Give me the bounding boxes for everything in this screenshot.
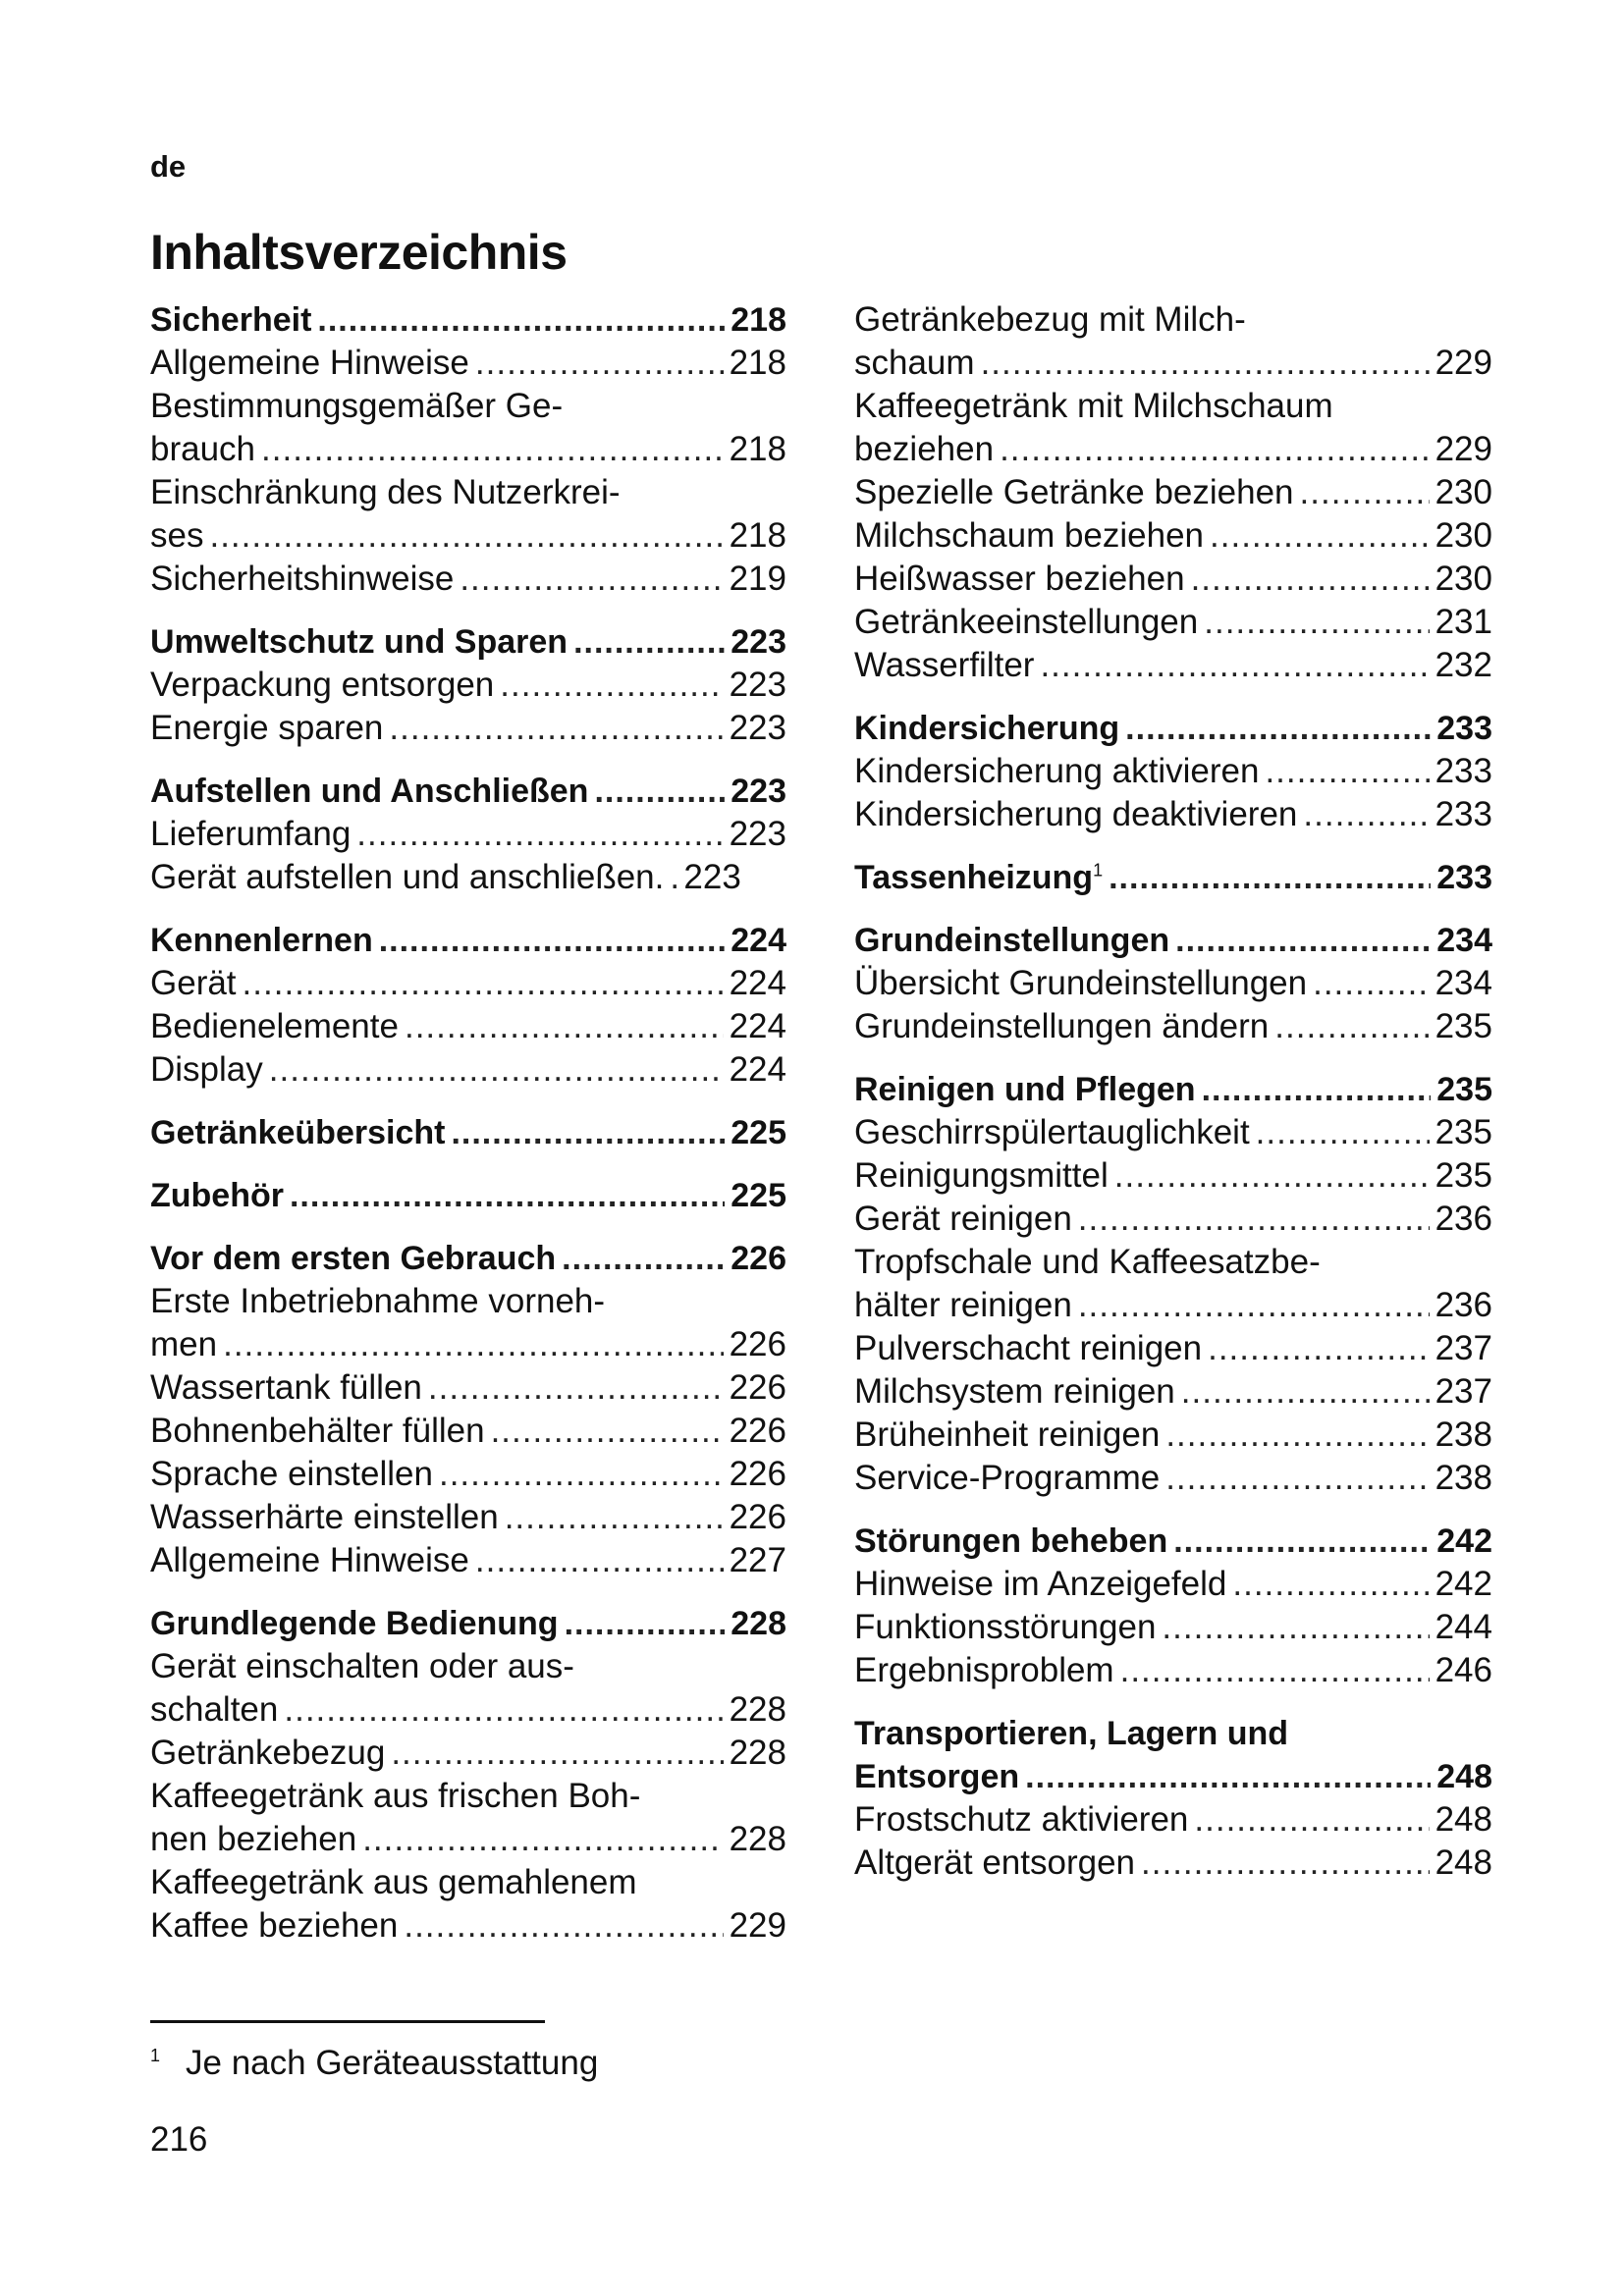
page-ref: 232: [1435, 646, 1492, 684]
heading-text: Kindersicherung: [854, 710, 1120, 747]
page-ref: 242: [1435, 1565, 1492, 1603]
toc-heading[interactable]: [854, 856, 1492, 899]
toc-heading[interactable]: [854, 707, 1492, 750]
toc-section: [150, 1111, 786, 1154]
entry-text: hälter reinigen: [854, 1286, 1072, 1324]
footnote: [150, 2044, 598, 2083]
entry-text: Wassertank füllen: [150, 1368, 422, 1407]
dot-leader: [1114, 1154, 1430, 1198]
entry-text: Display: [150, 1050, 263, 1089]
entry-text: Bohnenbehälter füllen: [150, 1412, 485, 1450]
toc-entry[interactable]: [150, 385, 786, 471]
toc-entry[interactable]: [150, 1366, 786, 1410]
toc-section: [854, 1712, 1492, 1885]
entry-text: beziehen: [854, 430, 995, 468]
dot-leader: [389, 707, 723, 750]
dot-leader: [317, 298, 725, 342]
toc-entry[interactable]: [854, 601, 1492, 644]
page-ref: 230: [1435, 473, 1492, 511]
dot-leader: [362, 1818, 723, 1861]
dot-leader: [1165, 1457, 1429, 1500]
entry-text: Wasserfilter: [854, 646, 1035, 684]
toc-section: [150, 620, 786, 750]
entry-text: Einschränkung des Nutzerkrei-: [150, 473, 621, 511]
entry-text: Gerät einschalten oder aus-: [150, 1647, 574, 1685]
page-ref: 218: [729, 430, 786, 468]
page-ref: 234: [1436, 922, 1492, 959]
dot-leader: [1300, 471, 1430, 514]
entry-text: Kaffee beziehen: [150, 1906, 399, 1945]
entry-text: Kindersicherung aktivieren: [854, 752, 1260, 790]
dot-leader: [379, 919, 726, 962]
dot-leader: [404, 1904, 723, 1948]
page-ref: 227: [729, 1541, 786, 1579]
toc-section: [854, 298, 1492, 687]
entry-text: Kaffeegetränk aus frischen Boh-: [150, 1777, 641, 1815]
entry-text: Ergebnisproblem: [854, 1651, 1114, 1689]
entry-text: Übersicht Grundeinstellungen: [854, 964, 1308, 1002]
heading-text: Vor dem ersten Gebrauch: [150, 1240, 557, 1277]
dot-leader: [223, 1323, 724, 1366]
toc-entry[interactable]: [854, 1005, 1492, 1048]
dot-leader: [243, 962, 724, 1005]
dot-leader: [356, 813, 723, 856]
toc-heading[interactable]: [150, 1237, 786, 1280]
toc-entry[interactable]: [150, 962, 786, 1005]
toc-heading[interactable]: [150, 620, 786, 664]
toc-entry[interactable]: [854, 1798, 1492, 1842]
page-ref: 229: [1435, 430, 1492, 468]
toc-entry[interactable]: [150, 1048, 786, 1092]
page-ref: 234: [1435, 964, 1492, 1002]
page-ref: 219: [729, 560, 786, 598]
toc-section: [150, 298, 786, 601]
dot-leader: [1303, 793, 1429, 836]
toc-entry[interactable]: [150, 1005, 786, 1048]
dot-leader: [439, 1453, 724, 1496]
page-ref: 223: [683, 858, 741, 896]
toc-entry[interactable]: [854, 1414, 1492, 1457]
entry-text: Getränkeeinstellungen: [854, 603, 1199, 641]
dot-leader: [1208, 1327, 1430, 1370]
dot-leader: [1256, 1111, 1430, 1154]
page-ref: 236: [1435, 1286, 1492, 1324]
page-ref: 228: [729, 1734, 786, 1772]
toc-entry[interactable]: [854, 1198, 1492, 1241]
page-ref: 226: [729, 1325, 786, 1363]
page-ref: 248: [1436, 1758, 1492, 1795]
dot-leader: [981, 342, 1430, 385]
entry-text: Milchschaum beziehen: [854, 516, 1205, 555]
toc-entry[interactable]: [854, 1327, 1492, 1370]
entry-text: Gerät aufstellen und anschließen.: [150, 858, 665, 896]
entry-text: Milchsystem reinigen: [854, 1372, 1175, 1411]
entry-text: Tropfschale und Kaffeesatzbe-: [854, 1243, 1321, 1281]
toc-entry[interactable]: [854, 558, 1492, 601]
entry-text: Grundeinstellungen ändern: [854, 1007, 1270, 1045]
dot-leader: [451, 1111, 725, 1154]
entry-text: schaum: [854, 344, 975, 382]
entry-text: ses: [150, 516, 204, 555]
page-ref: 230: [1435, 560, 1492, 598]
toc-entry[interactable]: [854, 962, 1492, 1005]
page-ref: 224: [731, 922, 786, 959]
dot-leader: [209, 514, 723, 558]
page-ref: 225: [731, 1114, 786, 1151]
entry-text: Frostschutz aktivieren: [854, 1800, 1189, 1839]
entry-text: men: [150, 1325, 218, 1363]
toc-entry[interactable]: [150, 1453, 786, 1496]
heading-text: Getränkeübersicht: [150, 1114, 446, 1151]
page-ref: 246: [1435, 1651, 1492, 1689]
entry-text: Wasserhärte einstellen: [150, 1498, 499, 1536]
entry-text: Hinweise im Anzeigefeld: [854, 1565, 1227, 1603]
entry-text: Kaffeegetränk mit Milchschaum: [854, 387, 1333, 425]
toc-entry[interactable]: [854, 298, 1492, 385]
page-ref: 223: [729, 709, 786, 747]
page-ref: 235: [1436, 1071, 1492, 1108]
page-ref: 242: [1436, 1522, 1492, 1560]
entry-text: Bestimmungsgemäßer Ge-: [150, 387, 564, 425]
page-ref: 235: [1435, 1113, 1492, 1151]
toc-entry[interactable]: [854, 644, 1492, 687]
heading-text: Entsorgen: [854, 1758, 1020, 1795]
entry-text: Geschirrspülertauglichkeit: [854, 1113, 1250, 1151]
dot-leader: [1194, 1798, 1429, 1842]
toc-entry[interactable]: [150, 471, 786, 558]
dot-leader: [1313, 962, 1429, 1005]
dot-leader: [290, 1174, 725, 1217]
page-ref: 224: [729, 964, 786, 1002]
page-ref: 235: [1435, 1007, 1492, 1045]
entry-text: Service-Programme: [854, 1459, 1161, 1497]
dot-leader: [1120, 1649, 1430, 1692]
dot-leader: [475, 1539, 724, 1582]
page-ref: 218: [729, 516, 786, 555]
footnote-marker: 1: [1093, 860, 1104, 881]
entry-text: Energie sparen: [150, 709, 384, 747]
entry-text: Allgemeine Hinweise: [150, 1541, 469, 1579]
toc-entry[interactable]: [150, 1775, 786, 1861]
page-ref: 229: [1435, 344, 1492, 382]
heading-text: Störungen beheben: [854, 1522, 1168, 1560]
entry-text: Erste Inbetriebnahme vorneh-: [150, 1282, 606, 1320]
toc-entry[interactable]: [854, 385, 1492, 471]
footnote-marker: 1: [150, 2046, 161, 2066]
entry-text: Brüheinheit reinigen: [854, 1415, 1161, 1454]
dot-leader: [391, 1732, 723, 1775]
dot-leader: [261, 428, 724, 471]
dot-leader: [284, 1688, 723, 1732]
entry-text: Bedienelemente: [150, 1007, 399, 1045]
toc-left-column: [150, 298, 786, 1967]
dot-leader: [1175, 919, 1431, 962]
page-ref: 223: [729, 815, 786, 853]
page-ref: 248: [1435, 1800, 1492, 1839]
heading-text: Grundlegende Bedienung: [150, 1605, 559, 1642]
toc-entry[interactable]: [150, 707, 786, 750]
page-ref: 248: [1435, 1843, 1492, 1882]
toc-entry[interactable]: [150, 1732, 786, 1775]
toc-entry[interactable]: [854, 471, 1492, 514]
dot-leader: [1078, 1284, 1430, 1327]
dot-leader: [428, 1366, 724, 1410]
entry-text: schalten: [150, 1690, 279, 1729]
entry-text: brauch: [150, 430, 256, 468]
entry-text: Allgemeine Hinweise: [150, 344, 469, 382]
page-title: Inhaltsverzeichnis: [150, 225, 568, 280]
page-ref: 218: [729, 344, 786, 382]
entry-text: Gerät reinigen: [854, 1200, 1072, 1238]
toc-section: [150, 1237, 786, 1582]
dot-leader: [594, 770, 725, 813]
toc-section: [150, 1602, 786, 1948]
toc-entry[interactable]: [150, 1645, 786, 1732]
entry-text: Sprache einstellen: [150, 1455, 433, 1493]
heading-text: Reinigen und Pflegen: [854, 1071, 1196, 1108]
page-ref: 223: [731, 623, 786, 661]
page-ref: 237: [1435, 1372, 1492, 1411]
dot-leader: [475, 342, 724, 385]
page-ref: 233: [1435, 752, 1492, 790]
toc-section: [150, 770, 786, 899]
toc-heading[interactable]: [854, 1520, 1492, 1563]
toc-entry[interactable]: [854, 1241, 1492, 1327]
page-ref: 237: [1435, 1329, 1492, 1367]
page-ref: 230: [1435, 516, 1492, 555]
toc-entry[interactable]: [854, 1649, 1492, 1692]
toc-entry[interactable]: [150, 342, 786, 385]
toc-entry[interactable]: [150, 1496, 786, 1539]
dot-leader: [562, 1237, 725, 1280]
entry-text: Verpackung entsorgen: [150, 666, 495, 704]
dot-leader: [1000, 428, 1430, 471]
dot-leader: [1210, 514, 1430, 558]
toc-section: [854, 856, 1492, 899]
toc-section: [854, 1520, 1492, 1692]
toc-entry[interactable]: [150, 813, 786, 856]
entry-text: Lieferumfang: [150, 815, 352, 853]
dot-leader: [405, 1005, 724, 1048]
language-label: de: [150, 149, 187, 184]
toc-entry[interactable]: [854, 514, 1492, 558]
entry-text: nen beziehen: [150, 1820, 357, 1858]
toc-entry[interactable]: [854, 1111, 1492, 1154]
page-ref: 226: [729, 1498, 786, 1536]
toc-entry[interactable]: [150, 664, 786, 707]
dot-leader: [1191, 558, 1430, 601]
toc-entry[interactable]: [854, 1370, 1492, 1414]
toc-heading[interactable]: [150, 1111, 786, 1154]
toc-entry[interactable]: [150, 1861, 786, 1948]
dot-leader: [1265, 750, 1429, 793]
toc-heading[interactable]: [854, 1712, 1492, 1798]
toc-heading[interactable]: [854, 1068, 1492, 1111]
dot-leader: [1125, 707, 1431, 750]
page-ref: 228: [731, 1605, 786, 1642]
page-ref: 238: [1435, 1415, 1492, 1454]
page-ref: 223: [729, 666, 786, 704]
dot-leader: [1274, 1005, 1429, 1048]
dot-leader: [670, 856, 677, 899]
toc-heading[interactable]: [150, 1174, 786, 1217]
dot-leader: [1025, 1755, 1431, 1798]
dot-leader: [505, 1496, 724, 1539]
page-ref: 218: [731, 301, 786, 339]
dot-leader: [1040, 644, 1429, 687]
toc-entry[interactable]: [854, 793, 1492, 836]
toc-section: [854, 919, 1492, 1048]
dot-leader: [1162, 1606, 1429, 1649]
dot-leader: [1078, 1198, 1430, 1241]
dot-leader: [1141, 1842, 1430, 1885]
toc-heading[interactable]: [150, 1602, 786, 1645]
heading-text: Kennenlernen: [150, 922, 373, 959]
page-ref: 226: [729, 1368, 786, 1407]
page-ref: 225: [731, 1177, 786, 1214]
toc-section: [150, 919, 786, 1092]
dot-leader: [269, 1048, 724, 1092]
toc-entry[interactable]: [854, 1154, 1492, 1198]
heading-text: Transportieren, Lagern und: [854, 1715, 1289, 1752]
entry-text: Getränkebezug mit Milch-: [854, 300, 1246, 339]
toc-entry[interactable]: [854, 1457, 1492, 1500]
page-ref: 233: [1436, 710, 1492, 747]
page-ref: 226: [729, 1455, 786, 1493]
page-ref: 233: [1436, 859, 1492, 896]
entry-text: Sicherheitshinweise: [150, 560, 455, 598]
page-ref: 226: [731, 1240, 786, 1277]
entry-text: Pulverschacht reinigen: [854, 1329, 1203, 1367]
page-ref: 231: [1435, 603, 1492, 641]
toc-entry[interactable]: [854, 750, 1492, 793]
heading-label: Tassenheizung: [854, 859, 1094, 896]
heading-text: [854, 856, 1103, 899]
dot-leader: [565, 1602, 726, 1645]
page-ref: 229: [729, 1906, 786, 1945]
page-ref: 224: [729, 1050, 786, 1089]
dot-leader: [460, 558, 723, 601]
page-ref: 238: [1435, 1459, 1492, 1497]
page-number: 216: [150, 2120, 208, 2159]
entry-text: Kaffeegetränk aus gemahlenem: [150, 1863, 637, 1901]
page-ref: 228: [729, 1690, 786, 1729]
entry-text: Altgerät entsorgen: [854, 1843, 1136, 1882]
toc-heading[interactable]: [854, 919, 1492, 962]
toc-entry[interactable]: [854, 1842, 1492, 1885]
page-ref: 224: [729, 1007, 786, 1045]
page-ref: 233: [1435, 795, 1492, 833]
dot-leader: [1232, 1563, 1429, 1606]
page-ref: 228: [729, 1820, 786, 1858]
heading-text: Grundeinstellungen: [854, 922, 1170, 959]
toc-section: [854, 707, 1492, 836]
footnote-divider: [150, 2020, 545, 2023]
toc-entry[interactable]: [854, 1563, 1492, 1606]
dot-leader: [1181, 1370, 1430, 1414]
toc-right-column: [854, 298, 1492, 1904]
heading-text: Zubehör: [150, 1177, 284, 1214]
heading-text: Sicherheit: [150, 301, 312, 339]
toc-section: [150, 1174, 786, 1217]
footnote-text: Je nach Geräteausstattung: [186, 2044, 599, 2082]
dot-leader: [1109, 856, 1431, 899]
heading-text: Aufstellen und Anschließen: [150, 773, 589, 810]
heading-text: Umweltschutz und Sparen: [150, 623, 568, 661]
dot-leader: [1165, 1414, 1429, 1457]
entry-text: Reinigungsmittel: [854, 1156, 1109, 1195]
entry-text: Spezielle Getränke beziehen: [854, 473, 1294, 511]
toc-heading[interactable]: [150, 919, 786, 962]
toc-heading[interactable]: [150, 770, 786, 813]
toc-heading[interactable]: [150, 298, 786, 342]
toc-section: [854, 1068, 1492, 1500]
entry-text: Getränkebezug: [150, 1734, 386, 1772]
entry-text: Heißwasser beziehen: [854, 560, 1185, 598]
toc-entry[interactable]: [150, 558, 786, 601]
toc-entry[interactable]: [854, 1606, 1492, 1649]
toc-entry[interactable]: [150, 1539, 786, 1582]
dot-leader: [573, 620, 725, 664]
toc-entry[interactable]: [150, 856, 786, 899]
entry-text: Gerät: [150, 964, 237, 1002]
page-ref: 223: [731, 773, 786, 810]
page-ref: 226: [729, 1412, 786, 1450]
toc-entry[interactable]: [150, 1280, 786, 1366]
dot-leader: [1202, 1068, 1432, 1111]
page-ref: 235: [1435, 1156, 1492, 1195]
dot-leader: [491, 1410, 724, 1453]
toc-entry[interactable]: [150, 1410, 786, 1453]
page-ref: 244: [1435, 1608, 1492, 1646]
dot-leader: [1204, 601, 1429, 644]
entry-text: Funktionsstörungen: [854, 1608, 1157, 1646]
dot-leader: [500, 664, 723, 707]
dot-leader: [1173, 1520, 1431, 1563]
entry-text: Kindersicherung deaktivieren: [854, 795, 1298, 833]
page-ref: 236: [1435, 1200, 1492, 1238]
